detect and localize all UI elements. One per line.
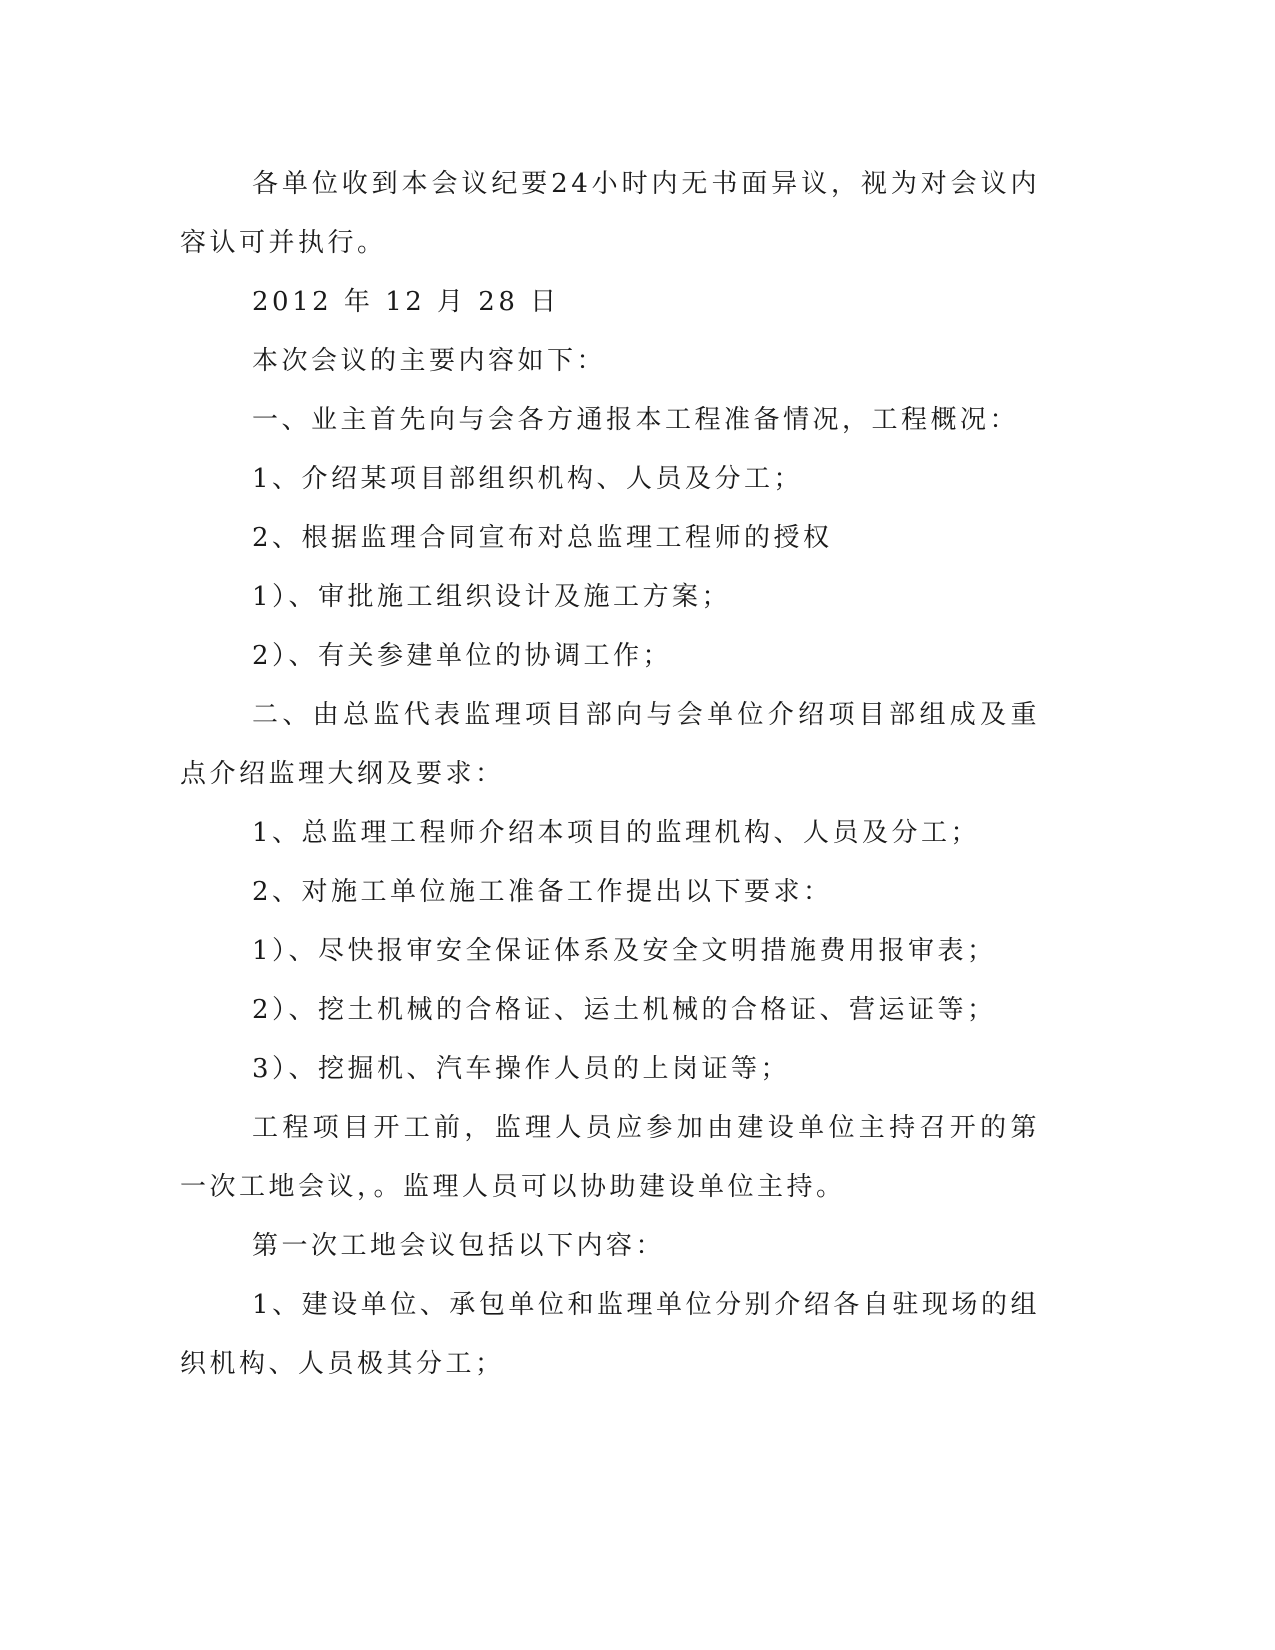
paragraph-subitem: 2）、挖土机械的合格证、运土机械的合格证、营运证等；	[252, 995, 997, 1025]
paragraph-item: 1、介绍某项目部组织机构、人员及分工；	[252, 464, 804, 494]
paragraph-item: 2、根据监理合同宣布对总监理工程师的授权	[252, 523, 833, 553]
paragraph-date: 2012 年 12 月 28 日	[252, 287, 560, 317]
paragraph-subitem: 1）、尽快报审安全保证体系及安全文明措施费用报审表；	[252, 936, 997, 966]
paragraph-first-meeting-intro: 工程项目开工前，监理人员应参加由建设单位主持召开的第一次工地会议，。监理人员可以协助建设单位主持。	[180, 1113, 1040, 1202]
paragraph-first-meeting-contents: 第一次工地会议包括以下内容：	[252, 1231, 666, 1261]
paragraph-main-content-intro: 本次会议的主要内容如下：	[252, 346, 607, 376]
paragraph-item: 1、建设单位、承包单位和监理单位分别介绍各自驻现场的组织机构、人员极其分工；	[180, 1290, 1040, 1379]
paragraph-subitem: 2）、有关参建单位的协调工作；	[252, 641, 673, 671]
document-body	[180, 155, 1040, 1394]
paragraph-item: 2、对施工单位施工准备工作提出以下要求：	[252, 877, 833, 907]
paragraph-subitem: 3）、挖掘机、汽车操作人员的上岗证等；	[252, 1054, 791, 1084]
paragraph-section-two: 二、由总监代表监理项目部向与会单位介绍项目部组成及重点介绍监理大纲及要求：	[180, 700, 1040, 789]
paragraph-section-one: 一、业主首先向与会各方通报本工程准备情况，工程概况：	[252, 405, 1020, 435]
paragraph-item: 1、总监理工程师介绍本项目的监理机构、人员及分工；	[252, 818, 981, 848]
paragraph-subitem: 1）、审批施工组织设计及施工方案；	[252, 582, 732, 612]
paragraph-objection-notice: 各单位收到本会议纪要24小时内无书面异议，视为对会议内容认可并执行。	[180, 169, 1040, 258]
